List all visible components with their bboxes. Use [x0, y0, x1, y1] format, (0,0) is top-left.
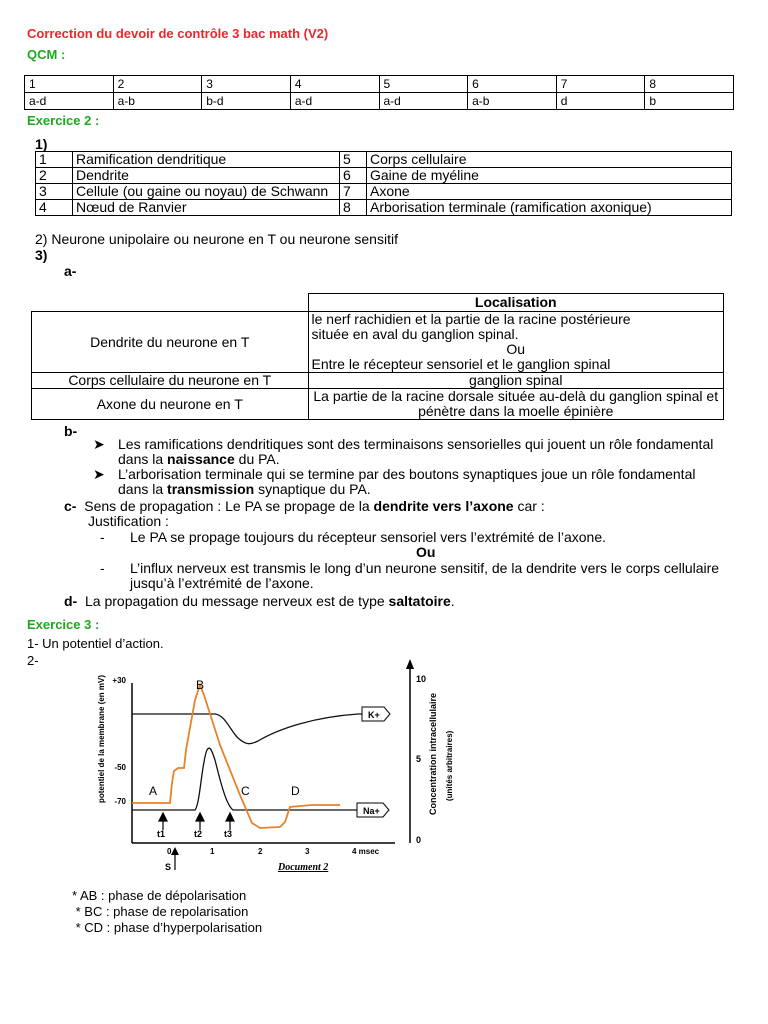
part-cell: Dendrite du neurone en T [32, 312, 309, 373]
y-right-tick: 10 [416, 674, 427, 684]
y-right-axis-title: Concentration intracellulaire [428, 692, 438, 815]
phase-ab: * AB : phase de dépolarisation [72, 888, 247, 903]
table-row [32, 294, 724, 312]
localisation-header: Localisation [308, 294, 724, 312]
ex3-q2: 2- [27, 653, 39, 668]
document-caption: Document 2 [278, 862, 329, 873]
y-left-tick: -50 [114, 763, 126, 772]
time-mark-t3: t3 [224, 829, 233, 839]
qcm-number: 1 [25, 76, 114, 93]
x-tick: 0 [167, 847, 172, 856]
loc-cell: La partie de la racine dorsale située au-delà du ganglion spinal et pénètre dans la moelle épinière [308, 389, 724, 420]
k-label: K+ [368, 710, 380, 720]
q3d-label: d- [64, 593, 78, 609]
qcm-answer: a-d [290, 93, 379, 110]
dash-bullet: - [100, 560, 105, 576]
point-label-a: A [149, 784, 158, 798]
structure-table [35, 151, 732, 216]
phase-cd: * CD : phase d’hyperpolarisation [72, 920, 263, 935]
action-potential-graph [80, 655, 480, 880]
loc-or: Ou [506, 341, 526, 357]
phase-bc: * BC : phase de repolarisation [72, 904, 249, 919]
point-label-d: D [291, 784, 300, 798]
structure-number: 7 [340, 184, 367, 200]
qcm-answer: b [645, 93, 734, 110]
phase-list [72, 888, 262, 936]
q3c-text: car : [513, 498, 545, 514]
ex2-heading: Exercice 2 : [27, 113, 100, 128]
structure-label: Axone [367, 184, 732, 200]
time-mark-t1: t1 [157, 829, 166, 839]
x-tick: 4 msec [352, 847, 380, 856]
table-row [36, 184, 732, 200]
loc-line: située en aval du ganglion spinal. [311, 326, 519, 342]
k-concentration-curve [132, 714, 362, 744]
qcm-number: 6 [468, 76, 557, 93]
table-row [32, 312, 724, 373]
qcm-number: 2 [113, 76, 202, 93]
point-label-c: C [241, 784, 250, 798]
justification-item [100, 561, 750, 591]
loc-cell [308, 312, 724, 373]
x-tick: 2 [258, 847, 263, 856]
or-label: Ou [416, 544, 436, 560]
justification-text: Le PA se propage toujours du récepteur sensoriel vers l’extrémité de l’axone. [130, 529, 607, 545]
structure-label: Dendrite [73, 168, 340, 184]
y-left-tick: -70 [114, 797, 126, 806]
list-item [93, 437, 723, 467]
item-bold: transmission [167, 481, 255, 497]
time-mark-arrows [159, 813, 234, 830]
q3c-text: Sens de propagation : Le PA se propage de la [84, 498, 374, 514]
structure-label: Cellule (ou gaine ou noyau) de Schwann [73, 184, 340, 200]
q3a-label: a- [64, 263, 77, 279]
structure-number: 6 [340, 168, 367, 184]
empty-cell [32, 294, 309, 312]
y-left-tick: +30 [112, 676, 126, 685]
qcm-numbers-row [25, 76, 734, 93]
qcm-number: 8 [645, 76, 734, 93]
qcm-number: 7 [556, 76, 645, 93]
justification-text: L’influx nerveux est transmis le long d’un neurone sensitif, de la dendrite vers le corps cellulaire jusqu’à l’extrémité de l’axone. [130, 560, 720, 591]
y-right-axis-subtitle: (unités arbitraires) [445, 730, 454, 801]
qcm-answer: b-d [202, 93, 291, 110]
q2-answer: 2) Neurone unipolaire ou neurone en T ou neurone sensitif [35, 231, 398, 247]
qcm-answer: a-b [468, 93, 557, 110]
structure-label: Ramification dendritique [73, 152, 340, 168]
y-right-tick: 5 [416, 754, 422, 764]
q3c-bold: dendrite vers l’axone [373, 498, 514, 514]
arrow-bullet-icon: ➤ [93, 436, 105, 452]
item-text: du PA. [234, 451, 280, 467]
item-text: Les ramifications dendritiques sont des terminaisons sensorielles qui jouent un rôle fondamental dans la [118, 436, 714, 467]
loc-line: Entre le récepteur sensoriel et le ganglion spinal [311, 356, 611, 372]
dash-bullet: - [100, 529, 105, 545]
list-item [93, 467, 723, 497]
loc-line: le nerf rachidien et la partie de la racine postérieure [311, 311, 631, 327]
q3c-line [64, 499, 734, 514]
qcm-answer: a-d [379, 93, 468, 110]
x-tick: 1 [210, 847, 215, 856]
qcm-answer: a-d [25, 93, 114, 110]
table-row [32, 389, 724, 420]
table-row [36, 200, 732, 216]
structure-label: Corps cellulaire [367, 152, 732, 168]
structure-number: 2 [36, 168, 73, 184]
q1-label: 1) [35, 136, 48, 152]
localisation-table [31, 293, 724, 420]
structure-number: 8 [340, 200, 367, 216]
structure-number: 4 [36, 200, 73, 216]
q2-text [35, 232, 398, 247]
structure-number: 5 [340, 152, 367, 168]
structure-label: Gaine de myéline [367, 168, 732, 184]
justification-item [100, 530, 760, 545]
structure-number: 3 [36, 184, 73, 200]
y-left-axis-title: potentiel de la membrane (en mV) [97, 674, 106, 803]
time-mark-t2: t2 [194, 829, 203, 839]
qcm-answer: d [556, 93, 645, 110]
q3d-text: La propagation du message nerveux est de type [85, 593, 389, 609]
y-right-tick: 0 [416, 835, 422, 845]
qcm-heading: QCM : [27, 47, 66, 62]
table-row [36, 152, 732, 168]
stimulus-arrowhead-icon [171, 847, 179, 855]
na-concentration-curve [132, 748, 357, 810]
ex3-heading: Exercice 3 : [27, 617, 100, 632]
point-label-b: B [196, 678, 205, 692]
arrow-bullet-icon: ➤ [93, 466, 105, 482]
q3d-bold: saltatoire [388, 593, 451, 609]
part-cell: Corps cellulaire du neurone en T [32, 373, 309, 389]
structure-label: Nœud de Ranvier [73, 200, 340, 216]
q3d-line [64, 594, 734, 609]
na-label: Na+ [363, 806, 380, 816]
table-row [36, 168, 732, 184]
q3d-text: . [450, 593, 455, 609]
qcm-number: 3 [202, 76, 291, 93]
table-row [32, 373, 724, 389]
qcm-answers-row [25, 93, 734, 110]
q3b-label: b- [64, 423, 78, 439]
q3b-list [93, 437, 723, 497]
x-tick: 3 [305, 847, 310, 856]
qcm-table [24, 75, 734, 110]
q3-label: 3) [35, 247, 48, 263]
membrane-potential-curve [132, 685, 340, 828]
page-title: Correction du devoir de contrôle 3 bac math (V2) [27, 26, 329, 41]
justification-label: Justification : [88, 513, 169, 529]
stimulus-label: S [165, 862, 172, 872]
structure-number: 1 [36, 152, 73, 168]
item-text: L’arborisation terminale qui se termine par des boutons synaptiques joue un rôle fondamental dans la [118, 466, 696, 497]
qcm-number: 5 [379, 76, 468, 93]
right-axis-arrow-icon [406, 659, 414, 669]
loc-cell: ganglion spinal [308, 373, 724, 389]
qcm-number: 4 [290, 76, 379, 93]
q3c-label: c- [64, 498, 77, 514]
qcm-answer: a-b [113, 93, 202, 110]
item-bold: naissance [167, 451, 235, 467]
part-cell: Axone du neurone en T [32, 389, 309, 420]
ex3-q1: 1- Un potentiel d’action. [27, 636, 164, 651]
item-text: synaptique du PA. [254, 481, 371, 497]
structure-label: Arborisation terminale (ramification axonique) [367, 200, 732, 216]
